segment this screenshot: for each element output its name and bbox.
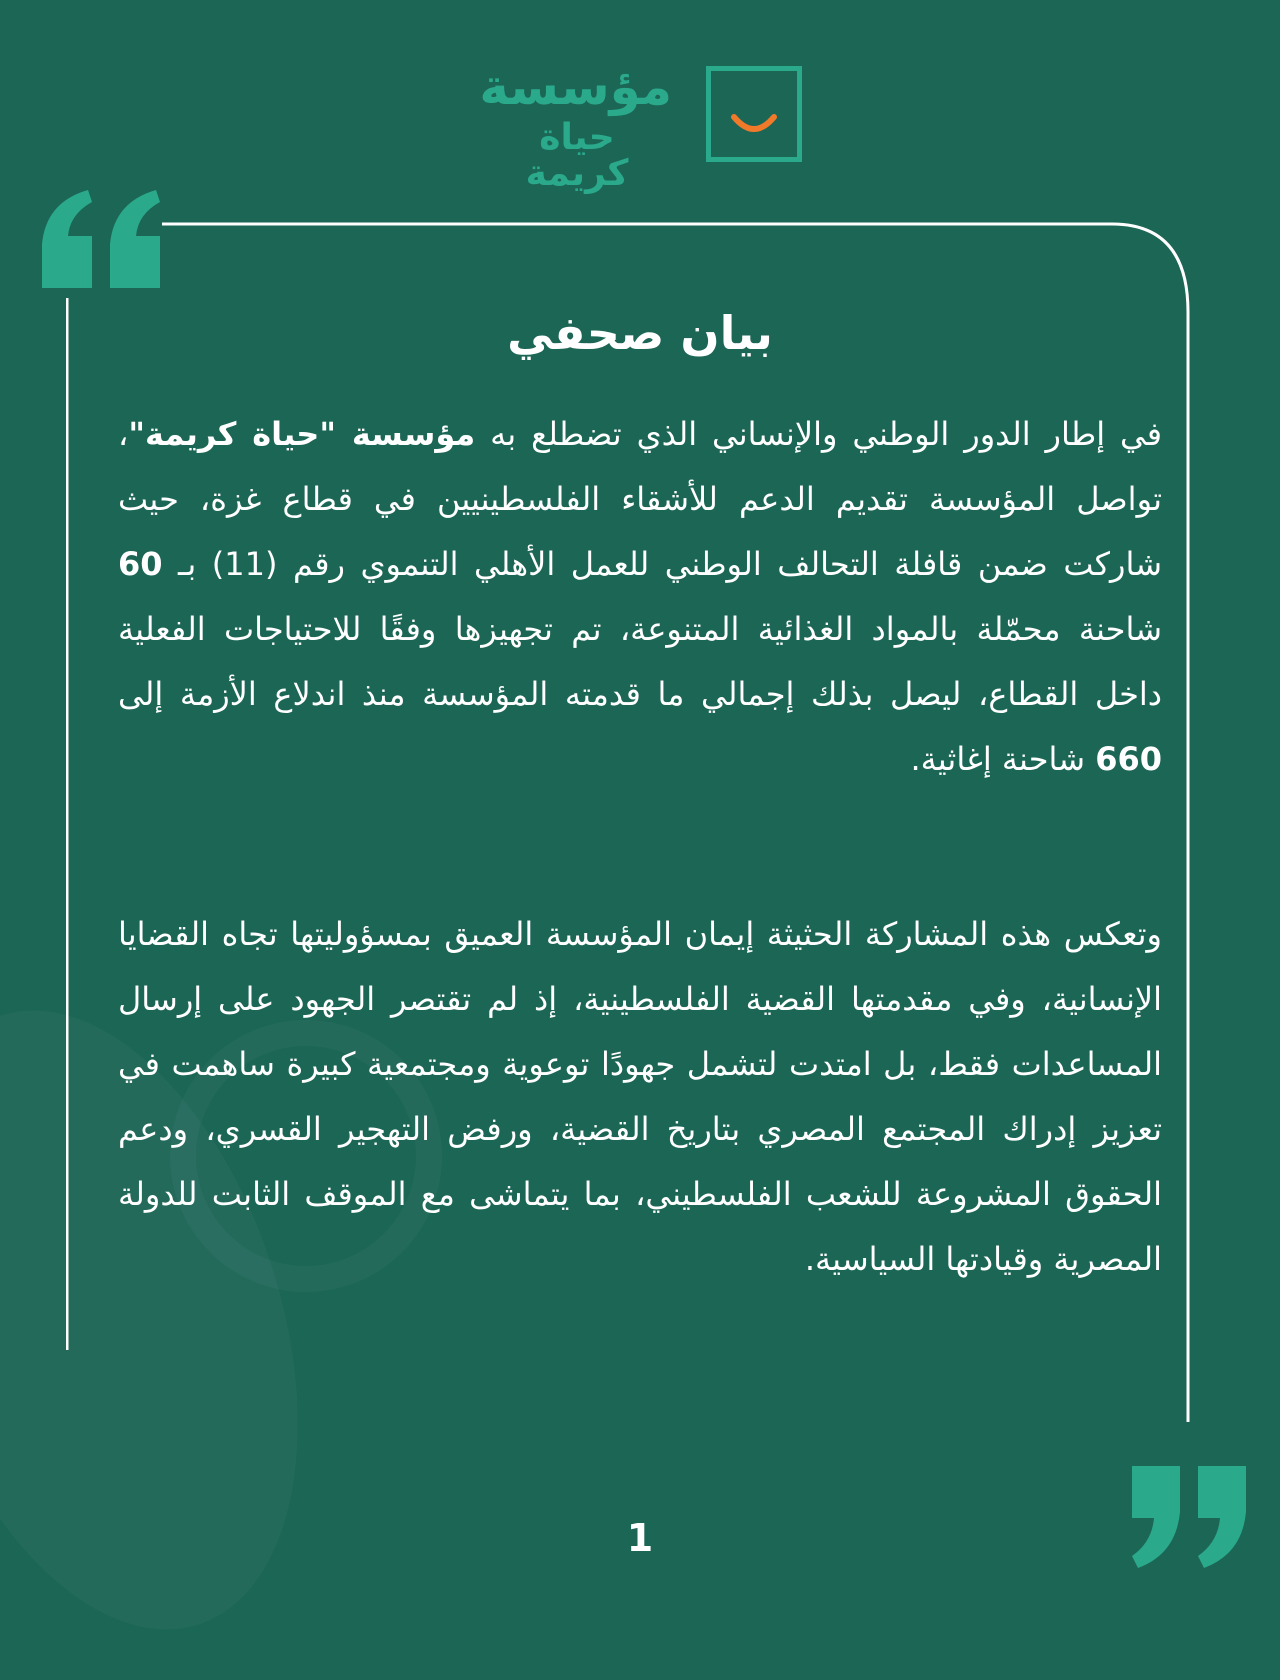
trucks-count: 60 [118,545,163,583]
open-quote-icon [42,188,164,296]
smile-icon [730,113,778,137]
total-trucks: 660 [1095,740,1162,778]
paragraph-1-segment-1: في إطار الدور الوطني والإنساني الذي تضطلع به [475,415,1163,453]
logo-text [479,58,672,194]
paragraph-1-segment-4: شاحنة إغاثية. [910,740,1096,778]
paragraph-1-segment-2: ، تواصل المؤسسة تقديم الدعم للأشقاء الفلسطينيين في قطاع غزة، حيث شاركت ضمن قافلة التحالف الوطني للعمل الأهلي التنموي رقم (11) بـ [118,415,1163,583]
paragraph-1 [118,402,1162,792]
logo [478,58,802,194]
smile-box-icon [706,66,802,162]
logo-line-2: حياة كريمة [525,117,629,194]
logo-line-1: مؤسسة [479,58,672,116]
organization-name: مؤسسة "حياة كريمة" [128,415,476,453]
paragraph-1-segment-3: شاحنة محمّلة بالمواد الغذائية المتنوعة، تم تجهيزها وفقًا للاحتياجات الفعلية داخل القطاع، ليصل بذلك إجمالي ما قدمته المؤسسة منذ اندلاع الأزمة إلى [118,610,1162,713]
page-title: بيان صحفي [507,306,773,360]
page-number: 1 [626,1516,654,1560]
paragraph-2: وتعكس هذه المشاركة الحثيثة إيمان المؤسسة العميق بمسؤوليتها تجاه القضايا الإنسانية، وفي مقدمتها القضية الفلسطينية، إذ لم تقتصر الجهود على إرسال المساعدات فقط، بل امتدت لتشمل جهودًا توعوية ومجتمعية كبيرة ساهمت في تعزيز إدراك المجتمع المصري بتاريخ القضية، ورفض التهجير القسري، ودعم الحقوق المشروعة للشعب الفلسطيني، بما يتماشى مع الموقف الثابت للدولة المصرية وقيادتها السياسية. [118,915,1162,1278]
close-quote-icon [1128,1462,1250,1570]
